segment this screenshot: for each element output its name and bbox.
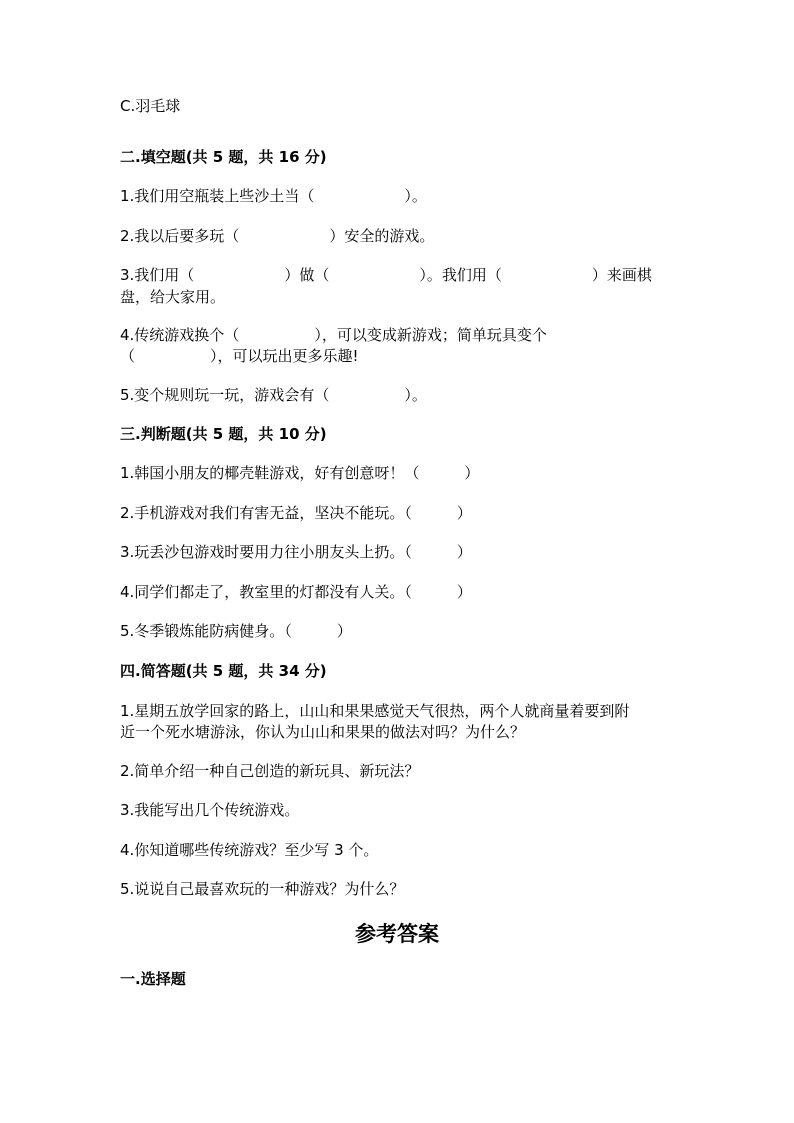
fill-question-4-line-2: （ ），可以玩出更多乐趣!	[120, 347, 359, 365]
short-question-1-line-2: 近一个死水塘游泳，你认为山山和果果的做法对吗？为什么？	[120, 723, 526, 741]
fill-question-5: 5.变个规则玩一玩，游戏会有（ ）。	[120, 386, 427, 404]
short-question-3: 3.我能写出几个传统游戏。	[120, 801, 300, 819]
fill-section-heading: 二.填空题(共 5 题，共 16 分)	[120, 148, 327, 166]
judge-question-3: 3.玩丢沙包游戏时要用力往小朋友头上扔。（ ）	[120, 543, 472, 561]
short-question-4: 4.你知道哪些传统游戏？至少写 3 个。	[120, 841, 379, 859]
judge-section-heading: 三.判断题(共 5 题，共 10 分)	[120, 425, 327, 443]
judge-question-4: 4.同学们都走了，教室里的灯都没有人关。（ ）	[120, 583, 472, 601]
judge-question-5: 5.冬季锻炼能防病健身。（ ）	[120, 622, 352, 640]
fill-question-1: 1.我们用空瓶装上些沙土当（ ）。	[120, 187, 427, 205]
answers-title: 参考答案	[355, 921, 439, 946]
answers-section-1-heading: 一.选择题	[120, 970, 186, 988]
fill-question-2: 2.我以后要多玩（ ）安全的游戏。	[120, 227, 435, 245]
short-question-1-line-1: 1.星期五放学回家的路上，山山和果果感觉天气很热，两个人就商量着要到附	[120, 702, 630, 720]
short-section-heading: 四.简答题(共 5 题，共 34 分)	[120, 662, 327, 680]
choice-option-c: C.羽毛球	[120, 97, 181, 115]
short-question-5: 5.说说自己最喜欢玩的一种游戏？为什么？	[120, 880, 405, 898]
fill-question-4-line-1: 4.传统游戏换个（ ），可以变成新游戏；简单玩具变个	[120, 326, 547, 344]
fill-question-3-line-1: 3.我们用（ ）做（ ）。我们用（ ）来画棋	[120, 266, 652, 284]
judge-question-1: 1.韩国小朋友的椰壳鞋游戏，好有创意呀！（ ）	[120, 464, 480, 482]
short-question-2: 2.简单介绍一种自己创造的新玩具、新玩法？	[120, 762, 420, 780]
judge-question-2: 2.手机游戏对我们有害无益，坚决不能玩。（ ）	[120, 504, 472, 522]
fill-question-3-line-2: 盘，给大家用。	[120, 288, 226, 306]
